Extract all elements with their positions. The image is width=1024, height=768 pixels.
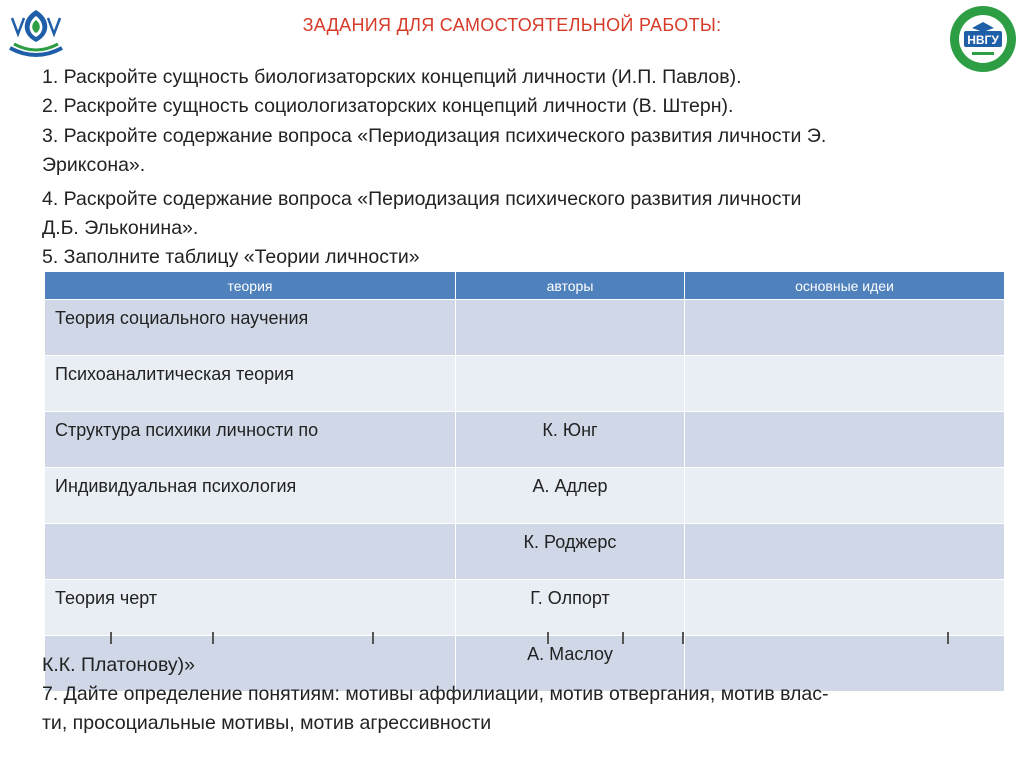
task-6-ending: К.К. Платонову)»: [42, 654, 195, 676]
author-cell: Г. Олпорт: [456, 580, 685, 636]
header-theory: теория: [45, 272, 456, 300]
ideas-cell: [685, 524, 1005, 580]
ideas-cell: [685, 356, 1005, 412]
theory-cell: Структура психики личности по: [45, 412, 456, 468]
task-4: 4. Раскройте содержание вопроса «Периодизация психического развития личности: [42, 188, 802, 210]
task-2: 2. Раскройте сущность социологизаторских концепций личности (В. Штерн).: [42, 95, 734, 117]
task-3: 3. Раскройте содержание вопроса «Периодизация психического развития личности Э.: [42, 125, 827, 147]
task-4-continuation: Д.Б. Эльконина».: [42, 217, 199, 239]
header-authors: авторы: [456, 272, 685, 300]
slide-title: ЗАДАНИЯ ДЛЯ САМОСТОЯТЕЛЬНОЙ РАБОТЫ:: [302, 15, 722, 35]
theory-cell: Индивидуальная психология: [45, 468, 456, 524]
logo-text: НВГУ: [967, 33, 999, 47]
table-row: [45, 356, 1005, 412]
theories-table: [44, 271, 1005, 692]
obscured-task-6-line: [42, 630, 1002, 644]
theory-cell: Теория черт: [45, 580, 456, 636]
header-main-ideas: основные идеи: [685, 272, 1005, 300]
table-row: [45, 524, 1005, 580]
table-row: [45, 300, 1005, 356]
task-5: 5. Заполните таблицу «Теории личности»: [42, 246, 420, 268]
author-cell: А. Маслоу: [456, 636, 685, 692]
task-3-continuation: Эриксона».: [42, 154, 146, 176]
table-header-row: [45, 272, 1005, 300]
ideas-cell: [685, 580, 1005, 636]
task-7-continuation: ти, просоциальные мотивы, мотив агрессивности: [42, 712, 492, 734]
ideas-cell: [685, 468, 1005, 524]
ideas-cell: [685, 412, 1005, 468]
theory-cell: Психоаналитическая теория: [45, 356, 456, 412]
author-cell: [456, 300, 685, 356]
theory-cell: [45, 524, 456, 580]
table-row: [45, 412, 1005, 468]
ideas-cell: [685, 300, 1005, 356]
author-cell: К. Юнг: [456, 412, 685, 468]
task-1: 1. Раскройте сущность биологизаторских концепций личности (И.П. Павлов).: [42, 66, 742, 88]
table-row: [45, 468, 1005, 524]
author-cell: А. Адлер: [456, 468, 685, 524]
author-cell: К. Роджерс: [456, 524, 685, 580]
theory-cell: Теория социального научения: [45, 300, 456, 356]
task-7: 7. Дайте определение понятиям: мотивы аффилиации, мотив отвергания, мотив влас-: [42, 683, 829, 705]
table-row: [45, 580, 1005, 636]
author-cell: [456, 356, 685, 412]
